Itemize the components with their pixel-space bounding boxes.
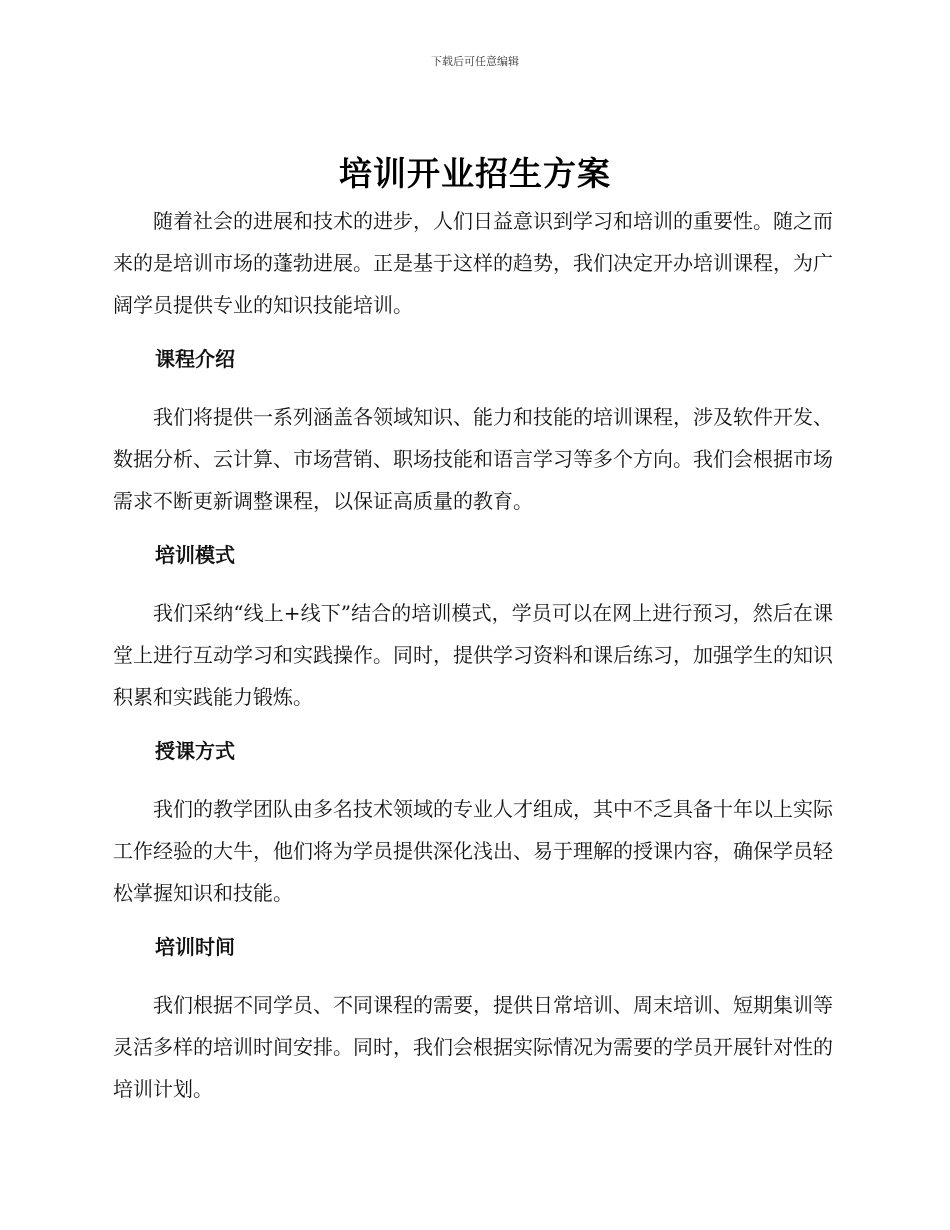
section-heading-teaching-method: 授课方式: [155, 739, 235, 763]
section-body-teaching-method: 我们的教学团队由多名技术领域的专业人才组成，其中不乏具备十年以上实际工作经验的大牛，他们将为学员提供深化浅出、易于理解的授课内容，确保学员轻松掌握知识和技能。: [113, 797, 833, 905]
intro-paragraph: 随着社会的进展和技术的进步，人们日益意识到学习和培训的重要性。随之而来的是培训市场的蓬勃进展。正是基于这样的趋势，我们决定开办培训课程，为广阔学员提供专业的知识技能培训。: [113, 209, 833, 317]
page-header-note: 下载后可任意编辑: [431, 55, 519, 68]
section-body-course-intro: 我们将提供一系列涵盖各领域知识、能力和技能的培训课程，涉及软件开发、数据分析、云计算、市场营销、职场技能和语言学习等多个方向。我们会根据市场需求不断更新调整课程，以保证高质量的教育。: [113, 405, 833, 513]
section-heading-training-time: 培训时间: [155, 935, 235, 959]
document-title: 培训开业招生方案: [339, 154, 611, 193]
section-heading-course-intro: 课程介绍: [155, 347, 235, 371]
document-body: [113, 200, 833, 1118]
section-heading-training-mode: 培训模式: [155, 543, 235, 567]
section-body-training-time: 我们根据不同学员、不同课程的需要，提供日常培训、周末培训、短期集训等灵活多样的培训时间安排。同时，我们会根据实际情况为需要的学员开展针对性的培训计划。: [113, 993, 833, 1101]
section-body-training-mode: 我们采纳“线上+线下”结合的培训模式，学员可以在网上进行预习，然后在课堂上进行互动学习和实践操作。同时，提供学习资料和课后练习，加强学生的知识积累和实践能力锻炼。: [113, 601, 833, 709]
